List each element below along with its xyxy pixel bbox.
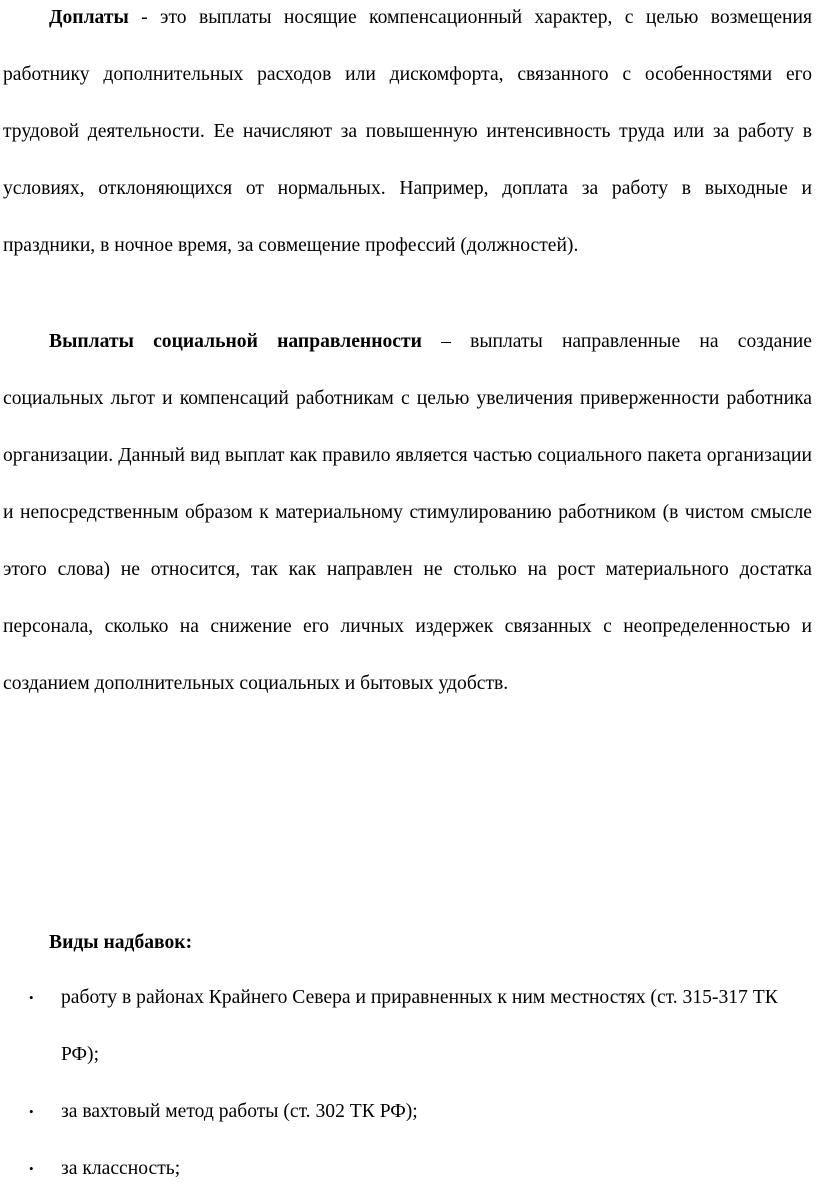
section-heading-allowance-types: Виды надбавок:: [49, 932, 193, 953]
term-surcharges: Доплаты: [49, 7, 129, 28]
paragraph-surcharges: [3, 0, 812, 274]
bullet-icon: •: [29, 990, 34, 1005]
list-item-text: за вахтовый метод работы (ст. 302 ТК РФ);: [61, 1101, 418, 1122]
list-item: [3, 1083, 812, 1140]
list-item: [3, 969, 812, 1083]
list-item-text: работу в районах Крайнего Севера и приравненных к ним местностях (ст. 315-317 ТК РФ);: [61, 987, 778, 1065]
list-item-text: за классность;: [61, 1158, 181, 1179]
allowance-list: [3, 969, 812, 1197]
term-social-payments: Выплаты социальной направленности: [49, 331, 422, 352]
bullet-icon: •: [29, 1104, 34, 1119]
list-item: [3, 1140, 812, 1197]
paragraph-surcharges-text: - это выплаты носящие компенсационный характер, с целью возмещения работнику дополнительных расходов или дискомфорта, связанного с особенностями его трудовой деятельности. Ее начисляют за повышенную интенсивность труда или за работу в условиях, отклоняющихся от нормальных. Например, доплата за работу в выходные и праздники, в ночное время, за совмещение профессий (должностей).: [3, 7, 812, 256]
paragraph-social-payments-text: – выплаты направленные на создание социальных льгот и компенсаций работникам с целью увеличения приверженности работника организации. Данный вид выплат как правило является частью социального пакета организации и непосредственным образом к материальному стимулированию работником (в чистом смысле этого слова) не относится, так как направлен не столько на рост материального достатка персонала, сколько на снижение его личных издержек связанных с неопределенностью и созданием дополнительных социальных и бытовых удобств.: [3, 331, 812, 694]
bullet-icon: •: [29, 1161, 34, 1176]
paragraph-social-payments: [3, 313, 812, 712]
